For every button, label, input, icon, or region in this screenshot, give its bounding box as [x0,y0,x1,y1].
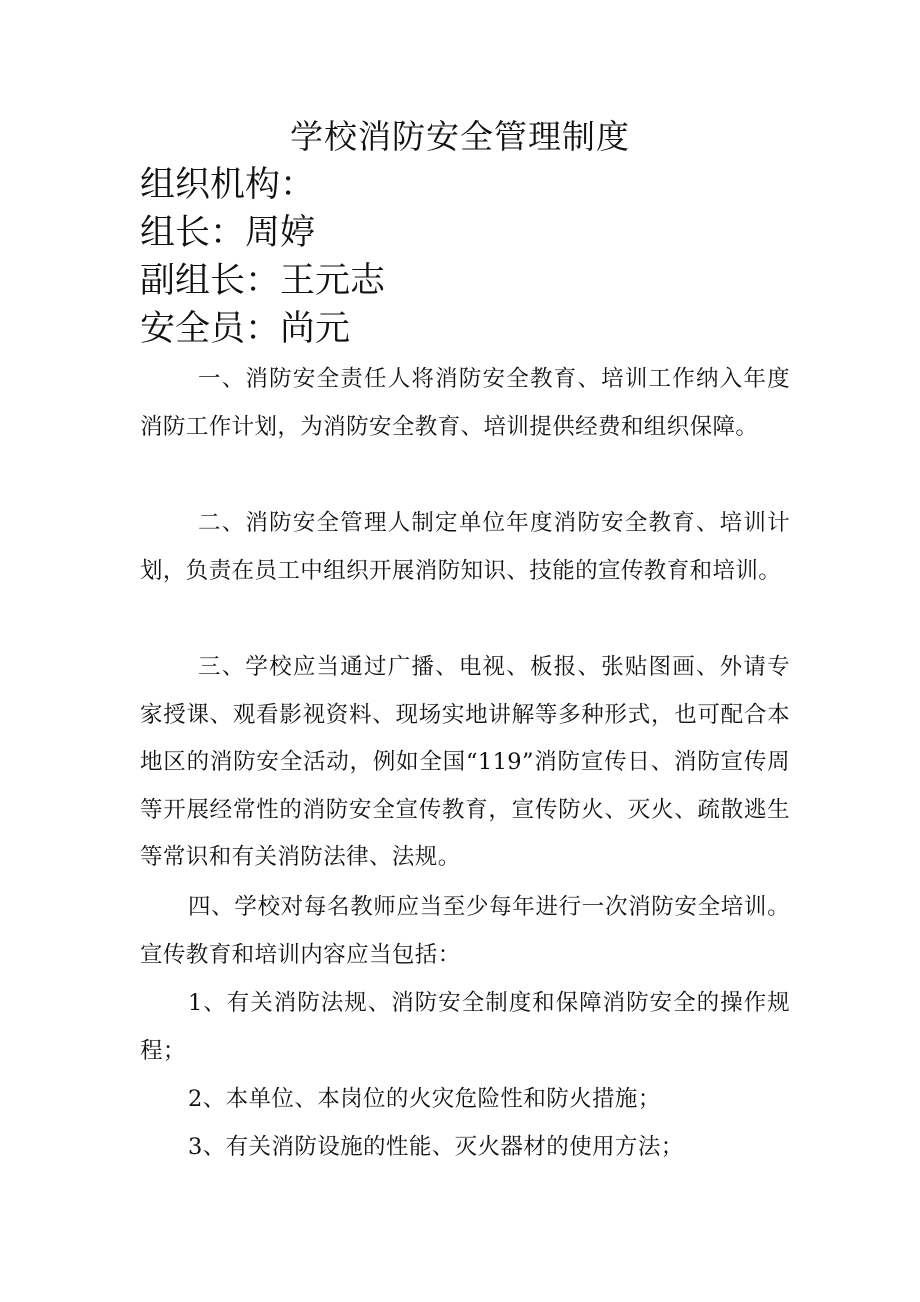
list-item-3: 3、有关消防设施的性能、灭火器材的使用方法； [188,1134,684,1160]
list-item-2: 2、本单位、本岗位的火灾危险性和防火措施； [188,1086,661,1112]
paragraph-3: 三、学校应当通过广播、电视、板报、张贴图画、外请专家授课、观看影视资料、现场实地讲解等多种形式，也可配合本地区的消防安全活动，例如全国“119”消防宣传日、消防宣传周等开展经常性的消防安全宣传教育，宣传防火、灭火、疏散逃生等常识和有关消防法律、法规。 [140,654,790,870]
document-title: 学校消防安全管理制度 [290,117,630,156]
leader-line: 组长：周婷 [140,213,316,253]
paragraph-4: 四、学校对每名教师应当至少每年进行一次消防安全培训。宣传教育和培训内容应当包括： [140,894,790,968]
paragraph-2: 二、消防安全管理人制定单位年度消防安全教育、培训计划，负责在员工中组织开展消防知识、技能的宣传教育和培训。 [140,510,790,584]
org-heading: 组织机构： [140,165,316,205]
list-item-1: 1、有关消防法规、消防安全制度和保障消防安全的操作规程； [140,990,790,1064]
paragraph-1: 一、消防安全责任人将消防安全教育、培训工作纳入年度消防工作计划，为消防安全教育、培训提供经费和组织保障。 [140,366,790,440]
safety-officer-line: 安全员：尚元 [140,309,351,349]
vice-leader-line: 副组长：王元志 [140,261,386,301]
